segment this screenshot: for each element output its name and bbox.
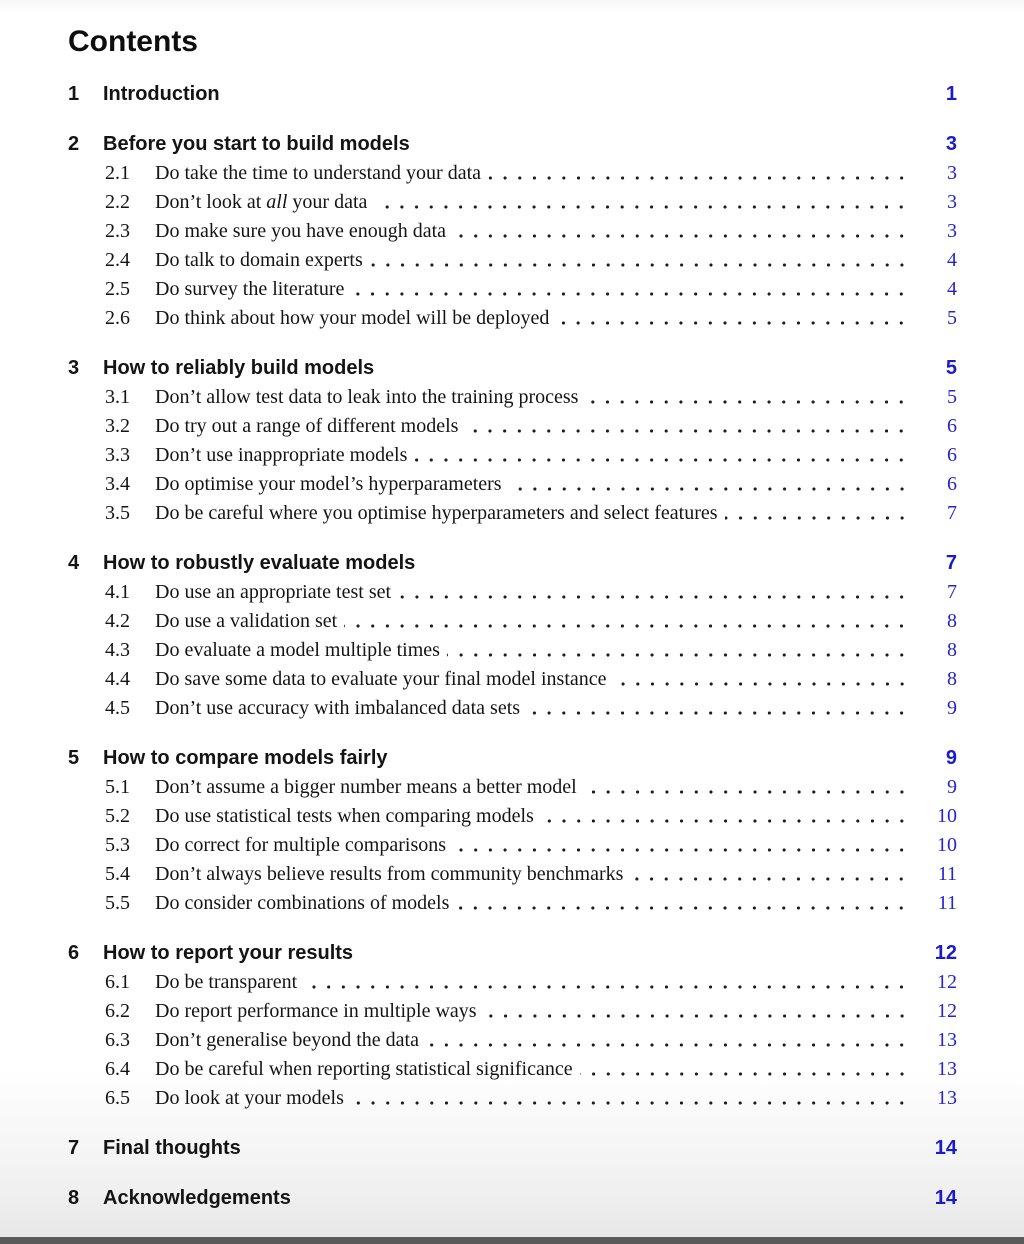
toc-subsection-page-link[interactable]: 7 — [947, 581, 957, 603]
dot-leader — [484, 997, 909, 1026]
toc-subsection-number: 3.2 — [105, 415, 130, 437]
toc-section-page-link[interactable]: 14 — [934, 1137, 957, 1159]
toc-section-row — [68, 1184, 957, 1213]
dot-leader — [304, 968, 909, 997]
toc-subsection-page-link[interactable]: 12 — [937, 1000, 957, 1022]
toc-subsection-row — [68, 246, 957, 275]
dot-leader — [541, 802, 909, 831]
toc-subsection-title: Don’t look at all your data — [155, 191, 368, 213]
dot-leader — [453, 217, 909, 246]
toc-subsection-row — [68, 665, 957, 694]
toc-section-row — [68, 354, 957, 383]
toc-section-title: Introduction — [103, 83, 220, 105]
toc-subsection-number: 3.4 — [105, 473, 130, 495]
toc-subsection-number: 2.6 — [105, 307, 130, 329]
toc-subsection-page-link[interactable]: 4 — [947, 249, 957, 271]
toc-subsection-number: 6.4 — [105, 1058, 130, 1080]
toc-subsection-title: Do use an appropriate test set — [155, 581, 392, 603]
toc-subsection-row — [68, 412, 957, 441]
dot-leader — [585, 383, 909, 412]
toc-subsection-page-link[interactable]: 3 — [947, 191, 957, 213]
toc-subsection-page-link[interactable]: 3 — [947, 162, 957, 184]
toc-section-row — [68, 744, 957, 773]
toc-section — [68, 354, 957, 528]
dot-leader — [344, 607, 909, 636]
toc-subsection-page-link[interactable]: 9 — [947, 697, 957, 719]
toc-subsection-title: Do save some data to evaluate your final model instance — [155, 668, 607, 690]
toc-subsection-row — [68, 694, 957, 723]
toc-section — [68, 939, 957, 1113]
toc-subsection-row — [68, 578, 957, 607]
toc-subsection-number: 2.4 — [105, 249, 130, 271]
toc-subsection-title: Don’t allow test data to leak into the training process — [155, 386, 579, 408]
toc-section-number: 3 — [68, 357, 80, 379]
toc-section-number: 7 — [68, 1137, 80, 1159]
toc-section — [68, 130, 957, 333]
toc-section-page-link[interactable]: 1 — [945, 83, 957, 105]
dot-leader — [580, 1055, 909, 1084]
toc-section-row — [68, 1134, 957, 1163]
toc-subsection-number: 2.3 — [105, 220, 130, 242]
toc-subsection-row — [68, 304, 957, 333]
toc-subsection-page-link[interactable]: 5 — [947, 307, 957, 329]
toc-subsection-page-link[interactable]: 4 — [947, 278, 957, 300]
toc-subsection-title: Do correct for multiple comparisons — [155, 834, 447, 856]
toc-subsection-number: 5.3 — [105, 834, 130, 856]
page-bottom-edge — [0, 1237, 1024, 1244]
toc-subsection-number: 3.3 — [105, 444, 130, 466]
toc-subsection-title: Do take the time to understand your data — [155, 162, 482, 184]
toc-subsection-title: Do talk to domain experts — [155, 249, 363, 271]
toc-subsection-page-link[interactable]: 13 — [937, 1058, 957, 1080]
toc-subsection-page-link[interactable]: 6 — [947, 415, 957, 437]
toc-subsection-title: Don’t always believe results from community benchmarks — [155, 863, 624, 885]
toc-subsection-page-link[interactable]: 10 — [937, 834, 957, 856]
dot-leader — [374, 188, 909, 217]
toc-section-row — [68, 549, 957, 578]
toc-subsection-number: 4.4 — [105, 668, 130, 690]
dot-leader — [488, 159, 909, 188]
toc-section-row — [68, 939, 957, 968]
toc-section-number: 1 — [68, 83, 80, 105]
toc-subsection-title: Don’t use accuracy with imbalanced data sets — [155, 697, 521, 719]
toc-section-row — [68, 80, 957, 109]
toc-subsection-page-link[interactable]: 8 — [947, 668, 957, 690]
toc-section-title: Before you start to build models — [103, 133, 410, 155]
toc-subsection-number: 6.3 — [105, 1029, 130, 1051]
toc-subsection-row — [68, 470, 957, 499]
toc-subsection-row — [68, 159, 957, 188]
toc-subsection-row — [68, 802, 957, 831]
toc-subsection-row — [68, 1084, 957, 1113]
toc-subsection-page-link[interactable]: 6 — [947, 473, 957, 495]
toc-section-title: How to compare models fairly — [103, 747, 388, 769]
toc-subsection-row — [68, 889, 957, 918]
toc-subsection-row — [68, 188, 957, 217]
toc-subsection-title: Don’t generalise beyond the data — [155, 1029, 419, 1051]
toc-section-page-link[interactable]: 12 — [934, 942, 957, 964]
contents-heading: Contents — [68, 25, 198, 58]
dot-leader — [527, 694, 909, 723]
toc-subsection-number: 4.5 — [105, 697, 130, 719]
toc-subsection-page-link[interactable]: 13 — [937, 1029, 957, 1051]
dot-leader — [414, 441, 909, 470]
toc-section-number: 6 — [68, 942, 80, 964]
toc-subsection-row — [68, 441, 957, 470]
toc-section — [68, 80, 957, 109]
toc-subsection-row — [68, 1055, 957, 1084]
toc-section-title: How to robustly evaluate models — [103, 552, 416, 574]
toc-subsection-title: Do survey the literature — [155, 278, 345, 300]
dot-leader — [584, 773, 909, 802]
toc-subsection-row — [68, 383, 957, 412]
table-of-contents — [68, 0, 957, 1213]
toc-subsection-title: Do think about how your model will be deployed — [155, 307, 550, 329]
toc-subsection-number: 5.5 — [105, 892, 130, 914]
toc-section-number: 8 — [68, 1187, 80, 1209]
toc-subsection-title: Do look at your models — [155, 1087, 344, 1109]
toc-subsection-title: Don’t use inappropriate models — [155, 444, 408, 466]
toc-subsection-page-link[interactable]: 6 — [947, 444, 957, 466]
toc-subsection-number: 5.2 — [105, 805, 130, 827]
toc-subsection-row — [68, 1026, 957, 1055]
toc-subsection-title: Do use statistical tests when comparing models — [155, 805, 534, 827]
toc-subsection-page-link[interactable]: 11 — [937, 863, 957, 885]
toc-subsection-page-link[interactable]: 8 — [947, 610, 957, 632]
toc-subsection-number: 2.2 — [105, 191, 130, 213]
toc-subsection-number: 4.1 — [105, 581, 130, 603]
toc-subsection-row — [68, 217, 957, 246]
toc-section-number: 2 — [68, 133, 80, 155]
toc-subsection-page-link[interactable]: 11 — [937, 892, 957, 914]
toc-subsection-title: Do be careful where you optimise hyperparameters and select features — [155, 502, 718, 524]
toc-section-page-link[interactable]: 5 — [945, 357, 957, 379]
toc-section-page-link[interactable]: 14 — [934, 1187, 957, 1209]
toc-subsection-title: Do use a validation set — [155, 610, 338, 632]
toc-section — [68, 549, 957, 723]
toc-subsection-page-link[interactable]: 12 — [937, 971, 957, 993]
toc-subsection-number: 4.3 — [105, 639, 130, 661]
toc-subsection-row — [68, 860, 957, 889]
toc-subsection-page-link[interactable]: 7 — [947, 502, 957, 524]
dot-leader — [614, 665, 909, 694]
toc-section-title: Final thoughts — [103, 1137, 241, 1159]
toc-section-page-link[interactable]: 3 — [945, 133, 957, 155]
toc-subsection-page-link[interactable]: 8 — [947, 639, 957, 661]
toc-subsection-title: Do be careful when reporting statistical significance — [155, 1058, 573, 1080]
toc-subsection-page-link[interactable]: 13 — [937, 1087, 957, 1109]
toc-subsection-number: 6.5 — [105, 1087, 130, 1109]
toc-subsection-title: Do try out a range of different models — [155, 415, 459, 437]
toc-subsection-number: 4.2 — [105, 610, 130, 632]
toc-subsection-number: 3.1 — [105, 386, 130, 408]
toc-subsection-title: Do consider combinations of models — [155, 892, 450, 914]
toc-section — [68, 744, 957, 918]
toc-subsection-number: 6.2 — [105, 1000, 130, 1022]
toc-section-number: 5 — [68, 747, 80, 769]
toc-subsection-row — [68, 968, 957, 997]
toc-subsection-title: Don’t assume a bigger number means a better model — [155, 776, 577, 798]
toc-section — [68, 1134, 957, 1163]
toc-subsection-row — [68, 499, 957, 528]
dot-leader — [351, 275, 909, 304]
dot-leader — [556, 304, 909, 333]
toc-subsection-title: Do be transparent — [155, 971, 298, 993]
dot-leader — [370, 246, 909, 275]
toc-section — [68, 1184, 957, 1213]
dot-leader — [426, 1026, 909, 1055]
dot-leader — [509, 470, 909, 499]
toc-section-title: Acknowledgements — [103, 1187, 291, 1209]
dot-leader — [456, 889, 909, 918]
toc-subsection-page-link[interactable]: 5 — [947, 386, 957, 408]
toc-subsection-title: Do optimise your model’s hyperparameters — [155, 473, 502, 495]
toc-subsection-title: Do report performance in multiple ways — [155, 1000, 477, 1022]
toc-subsection-number: 5.1 — [105, 776, 130, 798]
toc-section-page-link[interactable]: 9 — [945, 747, 957, 769]
toc-subsection-row — [68, 997, 957, 1026]
toc-subsection-row — [68, 773, 957, 802]
toc-subsection-number: 2.1 — [105, 162, 130, 184]
toc-section-number: 4 — [68, 552, 80, 574]
toc-section-row — [68, 130, 957, 159]
toc-subsection-row — [68, 607, 957, 636]
toc-subsection-row — [68, 636, 957, 665]
dot-leader — [351, 1084, 909, 1113]
toc-subsection-page-link[interactable]: 9 — [947, 776, 957, 798]
toc-sections-container — [68, 80, 957, 1213]
toc-subsection-number: 5.4 — [105, 863, 130, 885]
dot-leader — [447, 636, 909, 665]
dot-leader — [465, 412, 909, 441]
dot-leader — [398, 578, 909, 607]
toc-subsection-title: Do evaluate a model multiple times — [155, 639, 440, 661]
toc-subsection-number: 6.1 — [105, 971, 130, 993]
toc-subsection-row — [68, 831, 957, 860]
dot-leader — [725, 499, 909, 528]
toc-section-page-link[interactable]: 7 — [945, 552, 957, 574]
toc-subsection-title: Do make sure you have enough data — [155, 220, 447, 242]
toc-subsection-page-link[interactable]: 10 — [937, 805, 957, 827]
toc-subsection-number: 3.5 — [105, 502, 130, 524]
dot-leader — [630, 860, 909, 889]
toc-subsection-row — [68, 275, 957, 304]
toc-section-title: How to reliably build models — [103, 357, 375, 379]
toc-subsection-page-link[interactable]: 3 — [947, 220, 957, 242]
dot-leader — [453, 831, 909, 860]
toc-section-title: How to report your results — [103, 942, 354, 964]
toc-subsection-number: 2.5 — [105, 278, 130, 300]
